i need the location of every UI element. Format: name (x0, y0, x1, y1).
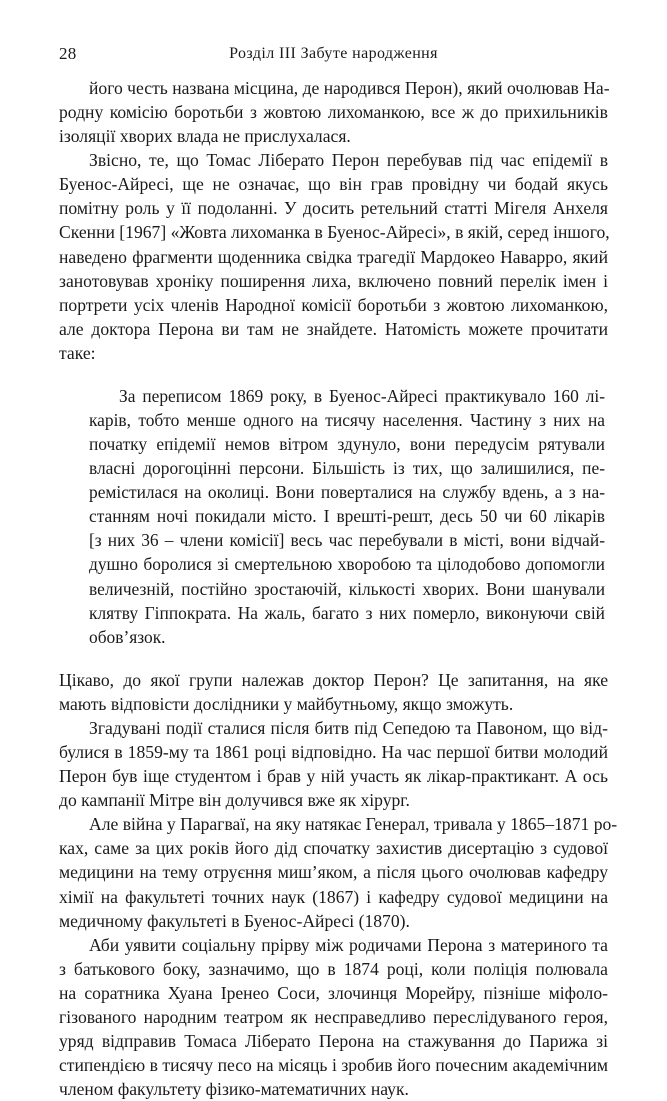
text-line: Перон був іще студентом і брав у ній участь як лікар-практикант. А ось (59, 766, 608, 787)
text-line: душно боролися зі смертельною хворобою та цілодобово допомогли (89, 554, 605, 575)
text-line: карів, тобто менше одного на тисячу населення. Частину з них на (89, 410, 605, 431)
text-line: клятву Гіппократа. На жаль, багато з них померло, виконуючи свій (89, 602, 605, 623)
text-line: обов’язок. (89, 626, 166, 647)
text-line: величезній, постійно зростаючій, кількості хворих. Вони шанували (89, 578, 605, 599)
text-line: наведено фрагменти щоденника свідка трагедії Мардокео Наварро, який (59, 246, 608, 267)
page-number: 28 (59, 44, 77, 63)
text-line: власні дорогоцінні персони. Більшість із тих, що залишилися, пе- (89, 458, 605, 479)
text-line: уряд відправив Томаса Ліберато Перона на стажування до Парижа зі (59, 1030, 608, 1051)
text-line: медицини на тему отруєння миш’яком, а після цього очолював кафедру (59, 862, 608, 883)
text-line: Буенос-Айресі, ще не означає, що він грав провідну чи бодай якусь (59, 174, 608, 195)
text-line: членом факультету фізико-математичних наук. (59, 1079, 409, 1100)
page-header (59, 44, 608, 68)
text-line: мають відповісти дослідники у майбутньому, якщо зможуть. (59, 693, 514, 714)
text-line: стипендією в тисячу песо на місяць і зробив його почесним академічним (59, 1055, 608, 1076)
text-line: булися в 1859-му та 1861 році відповідно. На час першої битви молодий (59, 742, 608, 763)
block-quote (59, 384, 608, 649)
text-line: але доктора Перона ви там не знайдете. Натомість можете прочитати (59, 318, 608, 339)
paragraph (59, 933, 608, 1101)
paragraph (59, 76, 608, 148)
text-line: гізованого народним театром як несправедливо переслідуваного героя, (59, 1006, 608, 1027)
paragraph (59, 812, 618, 932)
running-title: Розділ III Забуте народження (229, 45, 438, 62)
text-line: хімії на факультеті точних наук (1867) і кафедру судової медицини на (59, 886, 608, 907)
body-text (59, 76, 618, 1101)
text-line: помітну роль у її подоланні. У досить ретельний статті Мігеля Анхеля (59, 198, 608, 219)
spacer (59, 649, 608, 668)
text-line: Цікаво, до якої групи належав доктор Перон? Це запитання, на яке (59, 669, 608, 690)
paragraph (59, 668, 608, 716)
text-line: медичному факультеті в Буенос-Айресі (1870). (59, 910, 410, 931)
text-line: [з них 36 – члени комісії] весь час перебували в місті, вони відчай- (89, 530, 605, 551)
spacer (59, 365, 608, 384)
text-line: Аби уявити соціальну прірву між родичами Перона з материного та (89, 934, 608, 955)
text-line: ремістилася на околиці. Вони поверталися на службу вдень, а з на- (89, 482, 605, 503)
paragraph (59, 716, 608, 812)
text-line: станням ночі покидали місто. І врешті-решт, десь 50 чи 60 лікарів (89, 506, 605, 527)
text-line: на соратника Хуана Іренео Соси, злочинця Морейру, пізніше міфоло- (59, 982, 608, 1003)
text-line: з батькового боку, зазначимо, що в 1874 році, коли поліція полювала (59, 958, 608, 979)
text-line: Згадувані події сталися після битв під Сепедою та Павоном, що від- (89, 717, 608, 738)
text-line: ках, саме за цих років його дід спочатку захистив дисертацію з судової (59, 838, 608, 859)
paragraph (59, 148, 608, 365)
text-line: таке: (59, 342, 96, 363)
text-line: занотовував хроніку поширення лиха, включено повний перелік імен і (59, 270, 608, 291)
text-line: Звісно, те, що Томас Ліберато Перон перебував під час епідемії в (89, 150, 608, 171)
text-line: початку епідемії немов вітром здунуло, вони передусім рятували (89, 434, 605, 455)
text-line: його честь названа місцина, де народився Перон), який очолював На- (89, 78, 610, 98)
text-line: ізоляції хворих влада не прислухалася. (59, 126, 351, 147)
text-line: Скенни [1967] «Жовта лихоманка в Буенос-Айресі», в якій, серед іншого, (59, 222, 610, 243)
text-line: Але війна у Парагваї, на яку натякає Генерал, тривала у 1865–1871 ро- (89, 814, 618, 835)
text-line: родну комісію боротьби з жовтою лихоманкою, все ж до прихильників (59, 102, 608, 123)
text-line: до кампанії Мітре він долучився вже як хірург. (59, 790, 410, 811)
text-line: За переписом 1869 року, в Буенос-Айресі практикувало 160 лі- (119, 385, 605, 406)
text-line: портрети усіх членів Народної комісії боротьби з жовтою лихоманкою, (59, 294, 608, 315)
